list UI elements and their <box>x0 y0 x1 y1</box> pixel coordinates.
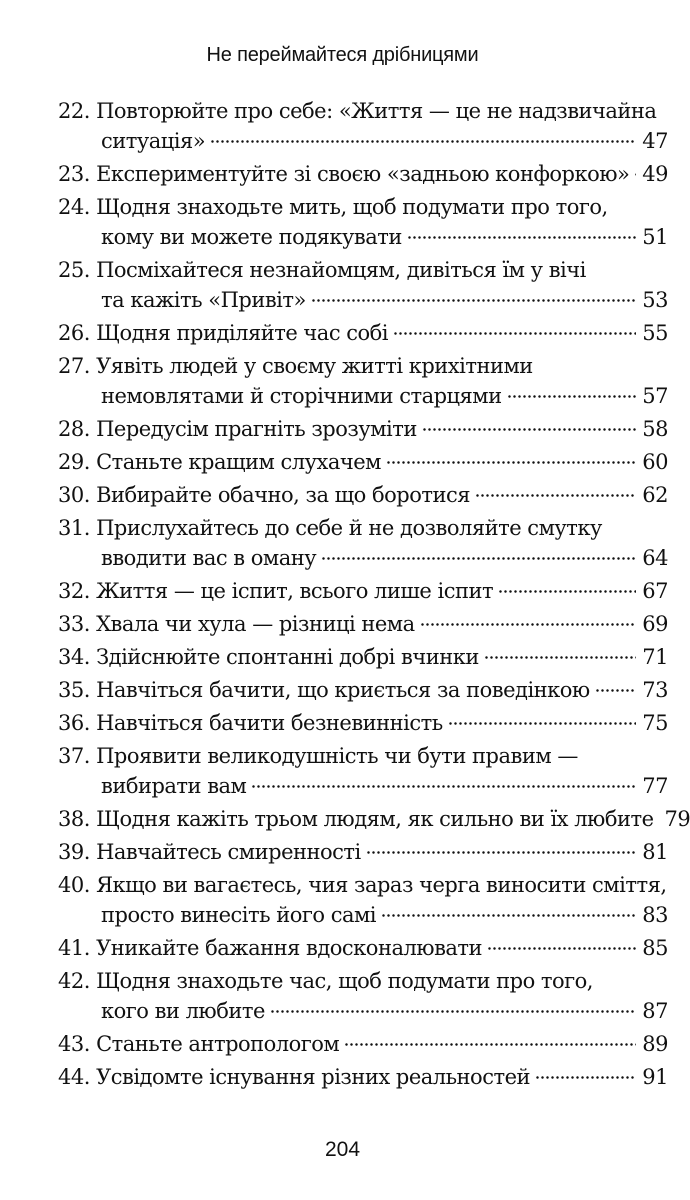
toc-entry-page: 69 <box>642 612 668 636</box>
toc-entry-continuation <box>58 900 668 930</box>
dot-leader <box>448 709 637 730</box>
page-number: 204 <box>324 1138 361 1161</box>
toc-entry <box>58 255 668 315</box>
dot-leader <box>366 838 637 859</box>
toc-entry <box>58 741 668 801</box>
toc-entry <box>58 708 668 738</box>
toc-entry-page: 71 <box>642 645 668 669</box>
toc-entry <box>58 351 668 411</box>
toc-entry <box>58 966 668 1026</box>
toc-entry-page: 83 <box>642 903 668 927</box>
toc-entry-title: 44. Усвідомте існування різних реальностей <box>58 1065 530 1089</box>
toc-entry-line <box>58 96 668 126</box>
toc-entry <box>58 1029 668 1059</box>
toc-entry <box>58 642 668 672</box>
toc-entry <box>58 1062 668 1092</box>
dot-leader <box>595 676 637 697</box>
dot-leader <box>420 610 637 631</box>
toc-entry-title: 37. Проявити великодушність чи бути правим — <box>58 744 578 768</box>
toc-entry-title: 25. Посміхайтеся незнайомцям, дивіться їм у вічі <box>58 258 586 282</box>
toc-entry-title: 31. Прислухайтесь до себе й не дозволяйте смутку <box>58 516 602 540</box>
toc-entry-title: 24. Щодня знаходьте мить, щоб подумати про того, <box>58 195 608 219</box>
toc-entry-page: 87 <box>642 999 668 1023</box>
toc-entry-title: вибирати вам <box>101 774 247 798</box>
toc-entry <box>58 480 668 510</box>
toc-entry-line <box>58 192 668 222</box>
toc-entry-title: немовлятами й сторічними старцями <box>101 384 502 408</box>
toc-entry <box>58 414 668 444</box>
toc-entry-page: 75 <box>642 711 668 735</box>
toc-entry-page: 55 <box>642 321 668 345</box>
toc-entry-page: 57 <box>642 384 668 408</box>
toc-entry-line <box>58 837 668 867</box>
toc-entry-title: 38. Щодня кажіть трьом людям, як сильно ви їх любите <box>58 807 654 831</box>
dot-leader <box>386 448 636 469</box>
toc-entry-page: 73 <box>642 678 668 702</box>
toc-entry-page: 85 <box>642 936 668 960</box>
toc-entry-continuation <box>58 543 668 573</box>
toc-entry-line <box>58 933 668 963</box>
dot-leader <box>344 1030 636 1051</box>
running-header: Не переймайтеся дрібницями <box>206 44 479 66</box>
dot-leader <box>634 160 636 181</box>
dot-leader <box>484 643 636 664</box>
toc-entry-page: 53 <box>642 288 668 312</box>
toc-entry <box>58 675 668 705</box>
toc-entry-page: 62 <box>642 483 668 507</box>
toc-entry-page: 60 <box>642 450 668 474</box>
toc-entry <box>58 576 668 606</box>
toc-entry-line <box>58 741 668 771</box>
toc-entry-continuation <box>58 771 668 801</box>
toc-entry-title: 28. Передусім прагніть зрозуміти <box>58 417 417 441</box>
toc-entry-line <box>58 480 668 510</box>
toc-entry-continuation <box>58 285 668 315</box>
table-of-contents <box>58 96 690 1095</box>
toc-entry-page: 67 <box>642 579 668 603</box>
toc-entry-line <box>58 318 668 348</box>
dot-leader <box>251 772 636 793</box>
dot-leader <box>475 481 636 502</box>
toc-entry-line <box>58 642 668 672</box>
toc-entry-line <box>58 804 690 834</box>
toc-entry-title: 42. Щодня знаходьте час, щоб подумати про того, <box>58 969 593 993</box>
dot-leader <box>311 286 636 307</box>
toc-entry-title: 40. Якщо ви вагаєтесь, чия зараз черга виносити сміття, <box>58 873 667 897</box>
toc-entry <box>58 96 668 156</box>
toc-entry-title: 34. Здійснюйте спонтанні добрі вчинки <box>58 645 479 669</box>
dot-leader <box>407 223 636 244</box>
toc-entry-title: 27. Уявіть людей у своєму житті крихітними <box>58 354 533 378</box>
toc-entry-continuation <box>58 222 668 252</box>
toc-entry-continuation <box>58 996 668 1026</box>
dot-leader <box>210 127 636 148</box>
toc-entry-title: 36. Навчіться бачити безневинність <box>58 711 443 735</box>
toc-entry <box>58 609 668 639</box>
toc-entry-title: 26. Щодня приділяйте час собі <box>58 321 389 345</box>
toc-entry-line <box>58 1029 668 1059</box>
toc-entry-title: 29. Станьте кращим слухачем <box>58 450 382 474</box>
toc-entry-line <box>58 513 668 543</box>
toc-entry-continuation <box>58 381 668 411</box>
toc-entry-title: 43. Станьте антропологом <box>58 1032 340 1056</box>
toc-entry-line <box>58 447 668 477</box>
toc-entry-title: вводити вас в оману <box>101 546 317 570</box>
toc-entry-title: кого ви любите <box>101 999 265 1023</box>
toc-entry-page: 81 <box>642 840 668 864</box>
toc-entry-line <box>58 966 668 996</box>
dot-leader <box>507 382 637 403</box>
toc-entry <box>58 159 668 189</box>
toc-entry-title: 23. Експериментуйте зі своєю «задньою конфоркою» <box>58 162 630 186</box>
toc-entry-page: 89 <box>642 1032 668 1056</box>
toc-entry-line <box>58 708 668 738</box>
toc-entry-continuation <box>58 126 668 156</box>
toc-entry-title: 39. Навчайтесь смиренності <box>58 840 361 864</box>
toc-entry <box>58 513 668 573</box>
toc-entry-line <box>58 675 668 705</box>
toc-entry <box>58 837 668 867</box>
toc-entry <box>58 447 668 477</box>
toc-entry-title: 30. Вибирайте обачно, за що боротися <box>58 483 470 507</box>
dot-leader <box>422 415 636 436</box>
toc-entry <box>58 318 668 348</box>
toc-entry-page: 77 <box>642 774 668 798</box>
toc-entry-line <box>58 609 668 639</box>
toc-entry-line <box>58 1062 668 1092</box>
toc-entry-page: 51 <box>642 225 668 249</box>
toc-entry-page: 47 <box>642 129 668 153</box>
dot-leader <box>381 901 636 922</box>
toc-entry-title: 35. Навчіться бачити, що криється за поведінкою <box>58 678 590 702</box>
toc-entry-page: 91 <box>642 1065 668 1089</box>
toc-entry-line <box>58 414 668 444</box>
dot-leader <box>270 997 636 1018</box>
toc-entry-page: 64 <box>642 546 668 570</box>
toc-entry-line <box>58 255 668 285</box>
toc-entry-title: 33. Хвала чи хула — різниці нема <box>58 612 415 636</box>
toc-entry <box>58 804 690 834</box>
toc-entry-title: та кажіть «Привіт» <box>101 288 306 312</box>
toc-entry-line <box>58 870 668 900</box>
toc-entry-line <box>58 159 668 189</box>
dot-leader <box>393 319 636 340</box>
toc-entry <box>58 870 668 930</box>
toc-entry-title: 41. Уникайте бажання вдосконалювати <box>58 936 483 960</box>
toc-entry <box>58 933 668 963</box>
toc-entry-title: просто винесіть його самі <box>101 903 377 927</box>
toc-entry-title: 22. Повторюйте про себе: «Життя — це не надзвичайна <box>58 99 657 123</box>
toc-entry <box>58 192 668 252</box>
toc-entry-page: 79 <box>664 807 690 831</box>
toc-entry-title: 32. Життя — це іспит, всього лише іспит <box>58 579 494 603</box>
toc-entry-title: кому ви можете подякувати <box>101 225 402 249</box>
toc-entry-line <box>58 351 668 381</box>
dot-leader <box>498 577 636 598</box>
dot-leader <box>535 1063 636 1084</box>
toc-entry-line <box>58 576 668 606</box>
dot-leader <box>487 934 636 955</box>
toc-entry-title: ситуація» <box>101 129 206 153</box>
toc-entry-page: 49 <box>642 162 668 186</box>
dot-leader <box>321 544 636 565</box>
toc-entry-page: 58 <box>642 417 668 441</box>
